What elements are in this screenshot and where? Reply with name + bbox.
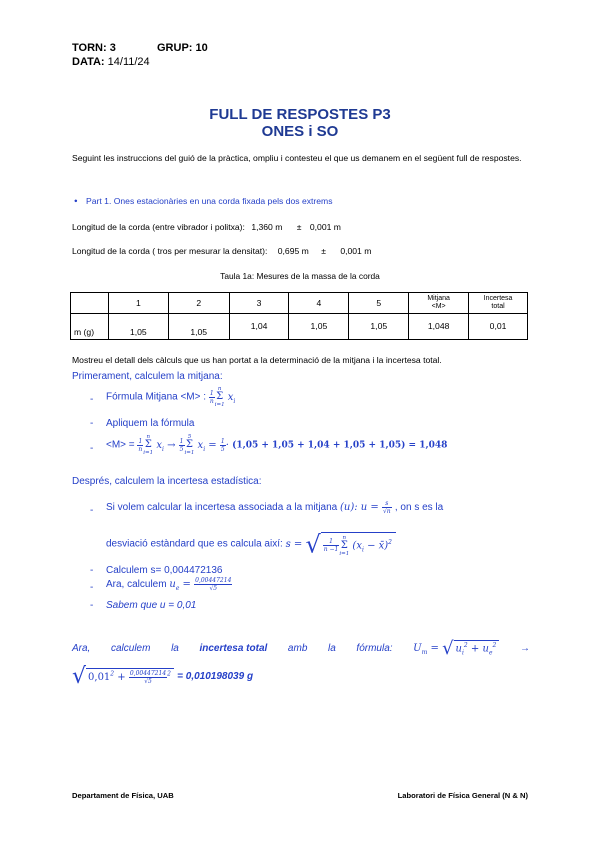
uncertainty-item1-end: , on s es la bbox=[394, 502, 444, 513]
header-cell-mean: Mitjana <M> bbox=[409, 293, 469, 314]
mean-formula-label: Fórmula Mitjana <M> : bbox=[106, 391, 207, 403]
grup-value: 10 bbox=[195, 42, 208, 54]
table-caption: Taula 1a: Mesures de la massa de la corda bbox=[220, 271, 380, 281]
length1-error: 0,001 m bbox=[309, 222, 341, 232]
mass-table bbox=[70, 292, 528, 340]
page-title: FULL DE RESPOSTES P3 bbox=[209, 106, 391, 123]
stddev-item: desviació estàndard que es calcula així: s = √ $\frac{1}{n -1}$ n Σ i=1 ($x_i$ − x̄)$^2$ bbox=[106, 530, 396, 558]
grup-field bbox=[157, 42, 208, 54]
header-cell-uncertainty: Incertesa total bbox=[469, 293, 528, 314]
uncertainty-heading: Després, calculem la incertesa estadística: bbox=[72, 476, 262, 487]
header-cell: 2 bbox=[168, 293, 229, 314]
grup-label: GRUP: bbox=[157, 42, 193, 54]
table-cell: 1,05 bbox=[289, 314, 349, 340]
s-value: 0,00447214 bbox=[129, 670, 167, 677]
instruction-text: Mostreu el detall dels càlculs que us han portat a la determinació de la mitjana i la incertesa total. bbox=[72, 355, 442, 365]
header-cell: 5 bbox=[349, 293, 409, 314]
length2-pm: ± bbox=[321, 246, 326, 256]
table-cell: 1,05 bbox=[168, 314, 229, 340]
mean-calc-label: <M> = bbox=[106, 439, 135, 451]
torn-field bbox=[72, 42, 116, 54]
total-bold-word: incertesa total bbox=[199, 643, 268, 654]
table-cell: 1,04 bbox=[229, 314, 289, 340]
header-cell: 1 bbox=[108, 293, 168, 314]
known-ui-item: Sabem que u = 0,01 bbox=[106, 600, 197, 611]
dash-icon: - bbox=[90, 582, 94, 593]
total-heading: Ara, calculem la incertesa total amb la fórmula: $U_m$ = √ $u_i^2 + u_e^2$ → bbox=[72, 638, 530, 659]
length1-pm: ± bbox=[296, 222, 302, 232]
mean-formula-item: Fórmula Mitjana <M> : $\frac{1}{n}$ n Σ i=1 $x_i$ bbox=[106, 386, 236, 408]
s-value: 0,00447214 bbox=[195, 577, 232, 584]
length1-row bbox=[72, 222, 341, 232]
header-cell bbox=[71, 293, 109, 314]
total-word: calculem bbox=[110, 643, 151, 654]
table-row bbox=[71, 314, 528, 340]
dash-icon: - bbox=[90, 600, 94, 611]
total-word: la bbox=[328, 643, 336, 654]
uncertainty-item1-text: Si volem calcular la incertesa associada a la mitjana bbox=[106, 502, 338, 513]
total-word: Ara, bbox=[72, 643, 91, 654]
arrow-icon: → bbox=[519, 643, 530, 654]
total-word: fórmula: bbox=[356, 643, 393, 654]
stddev-label: desviació estàndard que es calcula així: bbox=[106, 538, 283, 550]
mean-calc-item: <M> = $\frac{1}{n}$ n Σ i=1 $x_i$ → $\frac{1}{5}$ 5 Σ i=1 $x_i$ = $\frac{1}{5}$ · (1,05 + 1,05 + 1,04 + 1,05 + 1,05) = 1,048 bbox=[106, 434, 448, 456]
bullet-icon: ● bbox=[74, 198, 78, 205]
footer-left: Departament de Física, UAB bbox=[72, 791, 174, 800]
dash-icon: - bbox=[90, 565, 94, 576]
length2-label: Longitud de la corda ( tros per mesurar la densitat): bbox=[72, 246, 268, 256]
uncertainty-item1: Si volem calcular la incertesa associada a la mitjana (u): u = $\frac{s}{√n}$ , on s es la bbox=[106, 500, 444, 515]
part1-label: Part 1. Ones estacionàries en una corda fixada pels dos extrems bbox=[86, 196, 333, 206]
table-cell: 1,048 bbox=[409, 314, 469, 340]
data-field bbox=[72, 56, 150, 68]
intro-paragraph: Seguint les instruccions del guió de la pràctica, ompliu i contesteu el que us demanem en el següent full de respostes. bbox=[72, 153, 522, 163]
header-cell: 3 bbox=[229, 293, 289, 314]
table-cell: 1,05 bbox=[349, 314, 409, 340]
torn-label: TORN: bbox=[72, 42, 107, 54]
total-result: = 0,010198039 g bbox=[177, 671, 254, 682]
table-cell: 0,01 bbox=[469, 314, 528, 340]
dash-icon: - bbox=[90, 443, 94, 454]
data-value: 14/11/24 bbox=[107, 56, 150, 68]
table-header-row bbox=[71, 293, 528, 314]
page-subtitle: ONES i SO bbox=[261, 123, 339, 140]
mean-heading: Primerament, calculem la mitjana: bbox=[72, 371, 223, 382]
row-label: m (g) bbox=[71, 314, 109, 340]
calc-s-item: Calculem s= 0,004472136 bbox=[106, 565, 223, 576]
dash-icon: - bbox=[90, 418, 94, 429]
dash-icon: - bbox=[90, 505, 94, 516]
total-word: la bbox=[171, 643, 179, 654]
length2-error: 0,001 m bbox=[340, 246, 372, 256]
calc-ue-item: Ara, calculem $u_e$ = $\frac{0,00447214}{√5}$ bbox=[106, 577, 232, 592]
length1-value: 1,360 m bbox=[251, 222, 283, 232]
length2-row bbox=[72, 246, 371, 256]
data-label: DATA: bbox=[72, 56, 105, 68]
length2-value: 0,695 m bbox=[277, 246, 309, 256]
total-expr-a: 0,01 bbox=[88, 672, 111, 683]
mean-result: (1,05 + 1,05 + 1,04 + 1,05 + 1,05) = 1,048 bbox=[232, 440, 448, 451]
length1-label: Longitud de la corda (entre vibrador i politxa): bbox=[72, 222, 245, 232]
sqrt5: √5 bbox=[209, 585, 218, 592]
total-word: amb bbox=[287, 643, 308, 654]
part1-heading bbox=[74, 196, 333, 206]
footer-right: Laboratori de Física General (N & N) bbox=[397, 791, 528, 800]
torn-value: 3 bbox=[109, 42, 116, 54]
table-cell: 1,05 bbox=[108, 314, 168, 340]
sqrt5: √5 bbox=[144, 678, 152, 685]
apply-formula-item: Apliquem la fórmula bbox=[106, 418, 195, 429]
header-cell: 4 bbox=[289, 293, 349, 314]
dash-icon: - bbox=[90, 394, 94, 405]
total-result-line: √ $0,01^2$ + $\frac{0,00447214}{√5}$ $^2$ = 0,010198039 g bbox=[72, 664, 254, 689]
calc-ue-label: Ara, calculem bbox=[106, 579, 167, 590]
